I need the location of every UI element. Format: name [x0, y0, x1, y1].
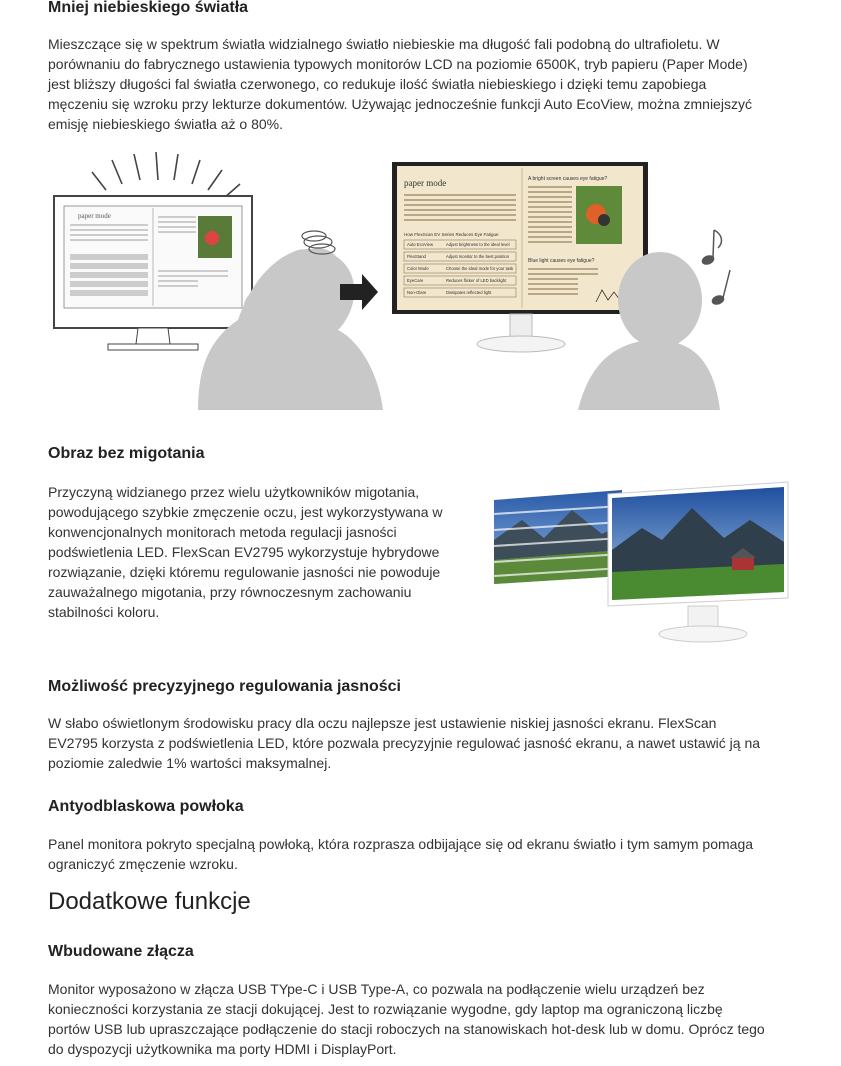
mini-table-title: How FlexScan EV Series Reduces Eye Fatigue [404, 232, 499, 237]
svg-text:Dissipates reflected light: Dissipates reflected light [446, 290, 492, 295]
svg-text:Reduces flicker of LED backlig: Reduces flicker of LED backlight [446, 278, 507, 283]
section-title-additional-features: Dodatkowe funkcje [48, 888, 251, 915]
mini-heading-left: paper mode [78, 212, 111, 220]
section-title-antiglare: Antyodblaskowa powłoka [48, 798, 244, 815]
section-text-flicker: Przyczyną widzianego przez wielu użytkowników migotania, powodującego szybkie zmęczenie oczu, jest wykorzystywana w konwencjonalnych monitorach metoda regulacji jasności podświetlenia LED. FlexScan EV2795 wykorzystuje hybrydowe rozwiązanie, dzięki któremu regulowanie jasności nie powoduje zauważalnego migotania, przy równoczesnym zachowaniu stabilności koloru. [48, 484, 443, 620]
music-note-icon [701, 230, 730, 306]
svg-text:Adjust monitor to the best pos: Adjust monitor to the best position [446, 254, 510, 259]
svg-text:Non-Glare: Non-Glare [407, 290, 427, 295]
paper-mode-illustration [48, 150, 738, 410]
flicker-free-monitor [608, 482, 788, 642]
flicker-free-illustration [492, 480, 792, 650]
section-title-flicker: Obraz bez migotania [48, 445, 205, 462]
section-title-ports: Wbudowane złącza [48, 943, 194, 960]
section-title-brightness: Możliwość precyzyjnego regulowania jasności [48, 678, 401, 695]
svg-text:Auto EcoView: Auto EcoView [407, 242, 433, 247]
bright-monitor [54, 196, 252, 350]
section-text-ports: Monitor wyposażono w złącza USB TYpe-C i USB Type-A, co pozwala na podłączenie wielu urządzeń bez konieczności korzystania ze stacji dokującej. Jest to rozwiązanie wygodne, gdy laptop ma ograniczoną liczbę portów USB lub upraszczające podłączenie do stacji roboczych na stanowiskach hot-desk lub w domu. Oprócz tego do dyspozycji użytkownika ma porty HDMI i DisplayPort. [48, 981, 765, 1057]
mini-heading-right: paper mode [404, 178, 447, 188]
svg-text:Color Mode: Color Mode [407, 266, 429, 271]
svg-text:Adjust brightness to the ideal: Adjust brightness to the ideal level [446, 242, 510, 247]
svg-text:EyeCare: EyeCare [407, 278, 424, 283]
section-text-antiglare: Panel monitora pokryto specjalną powłoką, która rozprasza odbijające się od ekranu światło i tym samym pomaga ograniczyć zmęczenie wzroku. [48, 836, 754, 872]
mini-right-title-2: Blue light causes eye fatigue? [528, 258, 595, 264]
svg-text:Choose the ideal mode for your: Choose the ideal mode for your task [446, 266, 514, 271]
paper-mode-monitor [392, 162, 648, 352]
section-text-brightness: W słabo oświetlonym środowisku pracy dla oczu najlepsze jest ustawienie niskiej jasności ekranu. FlexScan EV2795 korzysta z podświetlenia LED, które pozwala precyzyjnie regulować jasność ekranu, a nawet ustawić ją na poziomie zaledwie 1% wartości maksymalnej. [48, 715, 761, 771]
section-title-blue-light: Mniej niebieskiego światła [48, 0, 249, 16]
svg-text:FlexStand: FlexStand [407, 254, 426, 259]
mini-right-title: A bright screen causes eye fatigue? [528, 176, 608, 182]
section-text-blue-light: Mieszczące się w spektrum światła widzialnego światło niebieskie ma długość fali podobną do ultrafioletu. W porównaniu do fabrycznego ustawienia typowych monitorów LCD na poziomie 6500K, tryb papieru (Paper Mode) jest bliższy długości fal światła czerwonego, co redukuje ilość światła niebieskiego i dzięki temu zapobiega męczeniu się wzroku przy lekturze dokumentów. Używając jednocześnie funkcji Auto EcoView, można zmniejszyć emisję niebieskiego światła aż o 80%. [48, 36, 752, 132]
flickering-monitor [494, 490, 622, 584]
glare-rays-icon [92, 152, 240, 198]
